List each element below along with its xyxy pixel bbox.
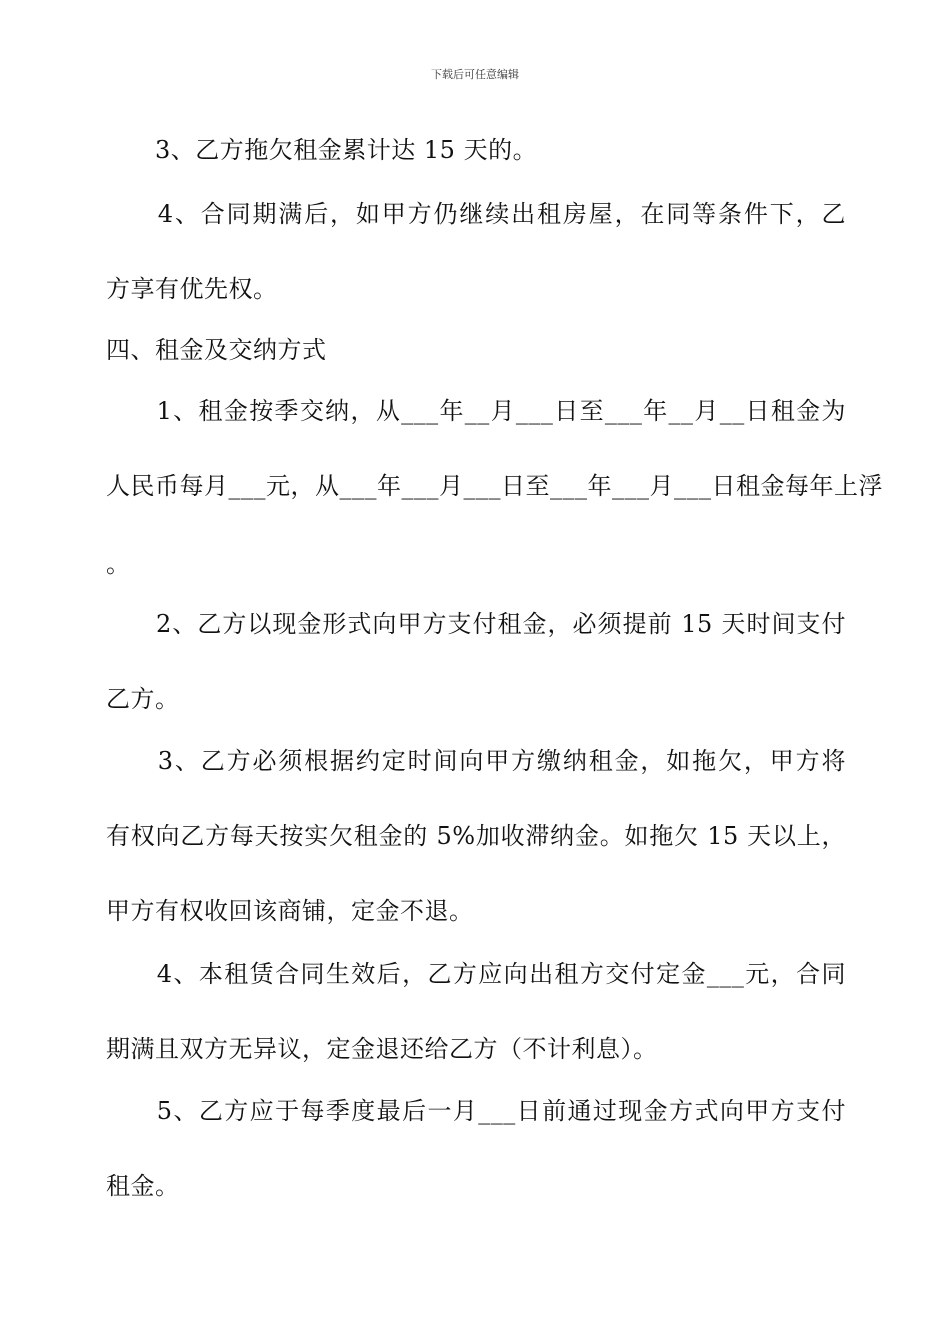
rent-clause-1-line-3: 。: [106, 550, 131, 578]
rent-clause-5-line-2: 租金。: [106, 1172, 180, 1200]
rent-clause-3-line-1: 3、乙方必须根据约定时间向甲方缴纳租金，如拖欠，甲方将: [106, 747, 846, 775]
rent-clause-4-line-2: 期满且双方无异议，定金退还给乙方（不计利息）。: [106, 1035, 658, 1063]
clause-4-priority-line-1: 4、合同期满后，如甲方仍继续出租房屋，在同等条件下，乙: [106, 200, 846, 228]
rent-clause-2-line-1: 2、乙方以现金形式向甲方支付租金，必须提前 15 天时间支付: [106, 610, 846, 638]
rent-clause-1-line-2: 人民币每月___元，从___年___月___日至___年___月___日租金每年上浮: [106, 472, 883, 500]
section-four-heading: 四、租金及交纳方式: [106, 336, 327, 364]
rent-clause-3-line-2: 有权向乙方每天按实欠租金的 5%加收滞纳金。如拖欠 15 天以上，: [106, 822, 846, 850]
clause-3-default-line: 3、乙方拖欠租金累计达 15 天的。: [106, 136, 538, 164]
rent-clause-2-line-2: 乙方。: [106, 685, 180, 713]
rent-clause-3-line-3: 甲方有权收回该商铺，定金不退。: [106, 897, 474, 925]
rent-clause-4-line-1: 4、本租赁合同生效后，乙方应向出租方交付定金___元，合同: [106, 960, 846, 988]
rent-clause-5-line-1: 5、乙方应于每季度最后一月___日前通过现金方式向甲方支付: [106, 1097, 846, 1125]
rent-clause-1-line-1: 1、租金按季交纳，从___年__月___日至___年__月__日租金为: [106, 397, 846, 425]
page-header: 下载后可任意编辑: [431, 68, 519, 81]
clause-4-priority-line-2: 方享有优先权。: [106, 275, 278, 303]
